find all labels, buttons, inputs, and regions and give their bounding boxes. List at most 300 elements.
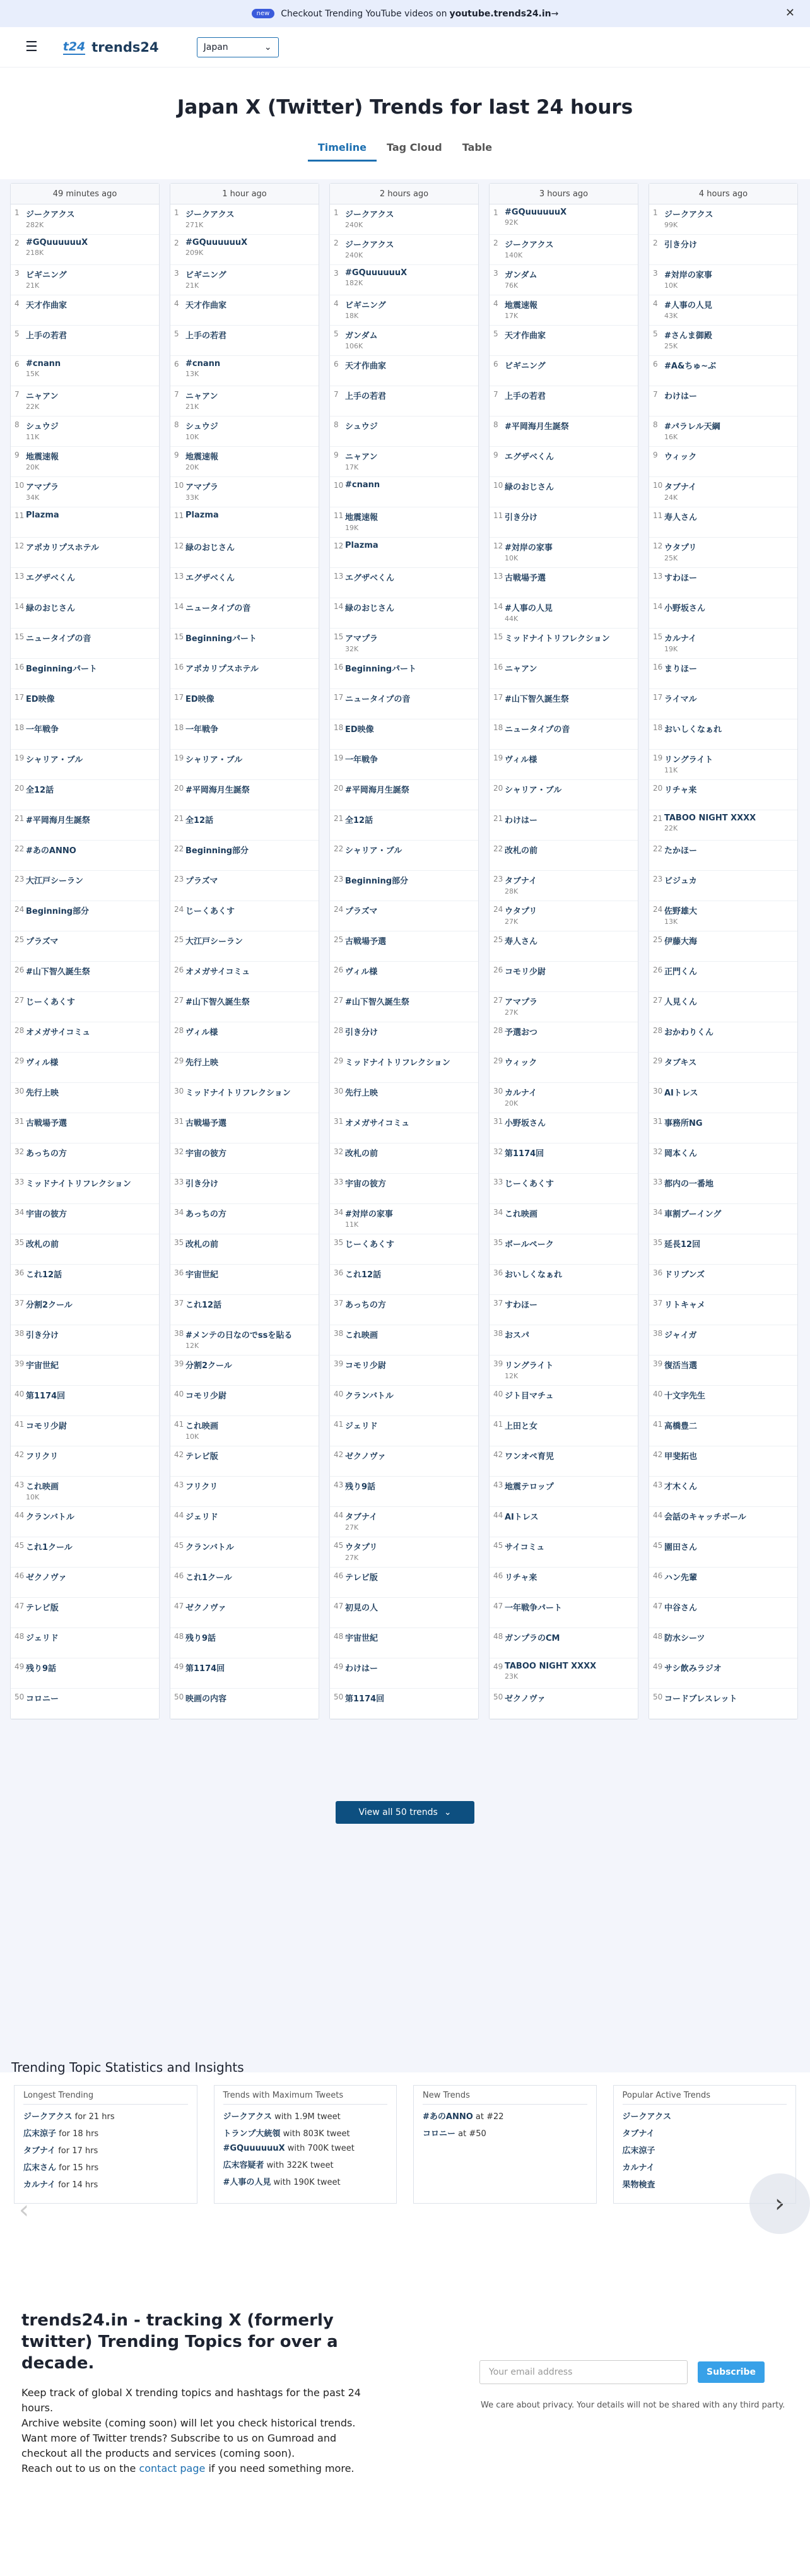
trend-name[interactable]: ゼクノヴァ	[185, 1604, 226, 1613]
trend-name[interactable]: 会話のキャッチボール	[664, 1513, 746, 1522]
trend-name[interactable]: これ映画 10K	[26, 1482, 59, 1501]
trend-name[interactable]: ニュータイプの音	[505, 725, 570, 735]
stats-trend-link[interactable]: ジークアクス	[223, 2112, 272, 2122]
column-time: 49 minutes ago	[11, 184, 159, 204]
trend-name[interactable]: 改札の前	[26, 1240, 59, 1250]
stats-trend-link[interactable]: カルナイ	[622, 2163, 655, 2173]
trend-name[interactable]: 初見の人	[345, 1604, 379, 1613]
trend-name[interactable]: おスパ	[505, 1331, 530, 1340]
trend-name[interactable]: これ12話	[26, 1270, 62, 1280]
trend-name[interactable]: #山下智久誕生祭	[26, 967, 90, 977]
trend-name[interactable]: Beginning部分	[345, 877, 409, 886]
trend-name[interactable]: ヴィル様	[185, 1028, 218, 1037]
trend-name[interactable]: 残り9話	[26, 1664, 57, 1674]
trend-name[interactable]: アポカリプスホテル	[26, 543, 99, 553]
trend-name[interactable]: シャリア・ブル	[505, 786, 562, 795]
close-icon[interactable]: ✕	[785, 6, 795, 20]
menu-icon[interactable]: ☰	[25, 39, 38, 55]
trend-name[interactable]: 甲斐拓也	[664, 1452, 698, 1462]
trend-name[interactable]: フリクリ	[26, 1452, 59, 1462]
trend-name[interactable]: あっちの方	[26, 1149, 67, 1159]
trend-name[interactable]: 緑のおじさん	[505, 483, 555, 492]
trend-name[interactable]: 防水シーツ	[664, 1634, 705, 1643]
trend-name[interactable]: シャリア・ブル	[26, 755, 83, 765]
trend-name[interactable]: オメガサイコミュ	[185, 967, 250, 977]
trend-name[interactable]: これ12話	[345, 1270, 382, 1280]
trend-name[interactable]: アポカリプスホテル	[185, 665, 259, 674]
trend-name[interactable]: 天才作曲家	[505, 331, 546, 341]
trend-name[interactable]: ビギニング 21K	[26, 271, 67, 290]
trend-name[interactable]: #さんま御殿 25K	[664, 331, 712, 350]
trend-name[interactable]: #平岡海月生誕祭	[505, 422, 569, 432]
stats-trend-link[interactable]: コロニー	[423, 2129, 456, 2139]
trend-name[interactable]: コードブレスレット	[664, 1694, 737, 1704]
trend-name[interactable]: #GQuuuuuuX 209K	[185, 238, 248, 257]
trend-name[interactable]: ビギニング	[505, 362, 546, 371]
trend-name[interactable]: たかほー	[664, 846, 698, 856]
trend-name[interactable]: これ1クール	[26, 1543, 73, 1552]
trend-name[interactable]: #GQuuuuuuX 182K	[345, 268, 408, 287]
trend-name[interactable]: 全12話	[345, 816, 373, 825]
trend-name[interactable]: 引き分け	[26, 1331, 59, 1340]
trend-name[interactable]: 都内の一番地	[664, 1179, 714, 1189]
trend-name[interactable]: AIトレス	[664, 1089, 698, 1098]
stats-trend-link[interactable]: トランプ大統領	[223, 2129, 281, 2139]
trend-name[interactable]: ウィック	[664, 452, 697, 462]
trend-name[interactable]: ゼクノヴァ	[26, 1573, 67, 1583]
trend-name[interactable]: リングライト 12K	[505, 1361, 554, 1380]
trend-name[interactable]: ヴィル様	[345, 967, 378, 977]
trend-name[interactable]: 引き分け	[664, 240, 698, 250]
email-input[interactable]: Your email address	[479, 2360, 688, 2384]
trend-name[interactable]: AIトレス	[505, 1513, 539, 1522]
trend-name[interactable]: 宇宙世紀	[345, 1634, 379, 1643]
trend-name[interactable]: 緑のおじさん	[345, 604, 395, 613]
stats-trend-link[interactable]: 広末容疑者	[223, 2161, 264, 2170]
trend-name[interactable]: すわほー	[664, 574, 698, 583]
trend-name[interactable]: #あのANNO	[26, 846, 76, 856]
trend-name[interactable]: TABOO NIGHT XXXX 23K	[505, 1662, 597, 1681]
trend-name[interactable]: サシ飲みラジオ	[664, 1664, 722, 1674]
trend-name[interactable]: クランバトル	[26, 1513, 74, 1522]
trend-name[interactable]: 映画の内容	[185, 1694, 227, 1704]
trend-rank: 15	[653, 632, 663, 641]
trend-name[interactable]: カルナイ 20K	[505, 1089, 537, 1108]
trend-name[interactable]: フリクリ	[185, 1482, 218, 1492]
trend-name[interactable]: 全12話	[26, 786, 54, 795]
trend-name[interactable]: 一年戦争	[345, 755, 379, 765]
trend-name[interactable]: 復活当選	[664, 1361, 698, 1371]
trend-name[interactable]: エグザベくん	[505, 452, 555, 462]
trend-name[interactable]: ミッドナイトリフレクション	[26, 1179, 131, 1189]
trend-name[interactable]: 延長12回	[664, 1240, 701, 1250]
trend-name[interactable]: 宇宙の彼方	[26, 1210, 68, 1219]
trend-name[interactable]: リチャ来	[505, 1573, 537, 1583]
trend-name[interactable]: 岡本くん	[664, 1149, 698, 1159]
logo[interactable]	[63, 40, 159, 55]
stats-trend-link[interactable]: #人事の人見	[223, 2178, 271, 2187]
trend-name[interactable]: ジェリド	[26, 1634, 59, 1643]
trend-name[interactable]: わけはー	[505, 816, 538, 825]
trend-name[interactable]: 改札の前	[505, 846, 538, 856]
trend-name[interactable]: テレビ版	[185, 1452, 218, 1462]
trend-rank: 18	[174, 723, 184, 732]
trend-name[interactable]: 大江戸シーラン	[185, 937, 244, 947]
trend-name[interactable]: 緑のおじさん	[185, 543, 235, 553]
trend-name[interactable]: じーくあくす	[26, 998, 76, 1007]
trend-name[interactable]: ニャアン 22K	[26, 392, 59, 411]
trend-name[interactable]: タブナイ 28K	[505, 877, 537, 895]
trend-name[interactable]: ヴィル様	[505, 755, 537, 765]
scroll-right-icon[interactable]: ›	[749, 2173, 810, 2234]
trend-name[interactable]: 残り9話	[185, 1634, 216, 1643]
trend-name[interactable]: おかわりくん	[664, 1028, 714, 1037]
banner-link[interactable]: youtube.trends24.in	[449, 8, 551, 19]
trend-name[interactable]: 上手の若君	[505, 392, 546, 401]
trend-name[interactable]: ハン先輩	[664, 1573, 698, 1583]
trend-name[interactable]: わけはー	[345, 1664, 379, 1674]
trend-rank: 18	[15, 723, 25, 732]
trend-name[interactable]: 分割2クール	[185, 1361, 232, 1371]
trend-name[interactable]: わけはー	[664, 392, 698, 401]
trend-name[interactable]: ED映像	[26, 695, 55, 704]
trend-name[interactable]: 小野坂さん	[664, 604, 706, 613]
trend-name[interactable]: 地震速報 20K	[185, 452, 219, 471]
trend-name[interactable]: 古戦場予選	[345, 937, 387, 947]
trend-name[interactable]: シュウジ 11K	[26, 422, 59, 441]
trend-name[interactable]: 古戦場予選	[26, 1119, 68, 1128]
trend-item	[170, 417, 319, 447]
trend-name[interactable]: 改札の前	[185, 1240, 219, 1250]
trend-name[interactable]: じーくあくす	[345, 1240, 395, 1250]
stats-trend-link[interactable]: ジークアクス	[23, 2112, 73, 2122]
trend-name[interactable]: じーくあくす	[505, 1179, 555, 1189]
trend-name[interactable]: Beginningパート	[345, 665, 417, 674]
trend-name[interactable]: コモリ少尉	[185, 1391, 227, 1401]
trend-name[interactable]: 小野坂さん	[505, 1119, 546, 1128]
trend-name[interactable]: プラズマ	[26, 937, 59, 947]
trend-name[interactable]: クランバトル	[185, 1543, 234, 1552]
new-badge: new	[252, 9, 275, 18]
trend-name[interactable]: TABOO NIGHT XXXX 22K	[664, 813, 756, 832]
trend-name[interactable]: アマプラ 33K	[185, 483, 219, 502]
trend-name[interactable]: ゼクノヴァ	[505, 1694, 546, 1704]
trend-name[interactable]: 第1174回	[185, 1664, 225, 1674]
trend-name[interactable]: 宇宙の彼方	[185, 1149, 227, 1159]
trend-name[interactable]: Plazma	[26, 511, 59, 520]
trend-name[interactable]: 上田と女	[505, 1422, 538, 1431]
trend-name[interactable]: 宇宙世紀	[26, 1361, 59, 1371]
trend-name[interactable]: ミッドナイトリフレクション	[505, 634, 610, 644]
trend-name[interactable]: 伊藤大海	[664, 937, 698, 947]
trend-name[interactable]: 地震速報 20K	[26, 452, 59, 471]
trend-name[interactable]: #A&ちゅ~ぶ	[664, 362, 717, 371]
trend-item	[11, 598, 159, 629]
trend-name[interactable]: 先行上映	[185, 1058, 219, 1068]
trend-item	[649, 659, 797, 689]
trend-name[interactable]: 残り9話	[345, 1482, 376, 1492]
trend-name[interactable]: ミッドナイトリフレクション	[345, 1058, 450, 1068]
trend-name[interactable]: クランバトル	[345, 1391, 394, 1401]
trend-name[interactable]: エグザベくん	[185, 574, 235, 583]
trend-name[interactable]: シュウジ	[345, 422, 378, 432]
trend-name[interactable]: テレビ版	[26, 1604, 59, 1613]
trend-name[interactable]: これ映画	[345, 1331, 379, 1340]
trend-name[interactable]: 第1174回	[345, 1694, 385, 1704]
trend-name[interactable]: ガンダム 106K	[345, 331, 378, 350]
trend-name[interactable]: ジト目マチュ	[505, 1391, 554, 1401]
trend-name[interactable]: ドリブンズ	[664, 1270, 705, 1280]
trend-name[interactable]: 寿人さん	[505, 937, 538, 947]
trend-name[interactable]: ビギニング 18K	[345, 301, 386, 320]
trend-name[interactable]: #メンテの日なのでssを貼る 12K	[185, 1331, 293, 1350]
trend-name[interactable]: ジークアクス 240K	[345, 210, 394, 229]
trend-name[interactable]: 先行上映	[26, 1089, 59, 1098]
trend-name[interactable]: ビギニング 21K	[185, 271, 226, 290]
trend-name[interactable]: ガンプラのCM	[505, 1634, 560, 1643]
trend-item	[330, 447, 478, 477]
trend-name[interactable]: Beginning部分	[185, 846, 249, 856]
trend-name[interactable]: 上手の若君	[185, 331, 227, 341]
trend-name[interactable]: Beginning部分	[26, 907, 90, 916]
trend-name[interactable]: シャリア・ブル	[345, 846, 402, 856]
trend-name[interactable]: ヴィル様	[26, 1058, 59, 1068]
trend-name[interactable]: すわほー	[505, 1301, 538, 1310]
trend-name[interactable]: #cnann 15K	[26, 359, 61, 378]
trend-name[interactable]: シャリア・ブル	[185, 755, 243, 765]
trend-name[interactable]: エグザベくん	[345, 574, 395, 583]
trend-name[interactable]: 車割ブーイング	[664, 1210, 722, 1219]
trend-name[interactable]: ゼクノヴァ	[345, 1452, 386, 1462]
trend-name[interactable]: コモリ少尉	[505, 967, 546, 977]
trend-name[interactable]: ボールペーク	[505, 1240, 554, 1250]
trend-name[interactable]: #対岸の家事 11K	[345, 1210, 393, 1229]
stats-trend-link[interactable]: タブナイ	[622, 2129, 655, 2139]
trend-name[interactable]: 地震テロップ	[505, 1482, 554, 1492]
trend-name[interactable]: ニャアン 17K	[345, 452, 378, 471]
trend-name[interactable]: #山下智久誕生祭	[185, 998, 250, 1007]
trend-name[interactable]: 第1174回	[505, 1149, 544, 1159]
trend-name[interactable]: #平岡海月生誕祭	[345, 786, 409, 795]
trend-name[interactable]: 改札の前	[345, 1149, 379, 1159]
trend-name[interactable]: オメガサイコミュ	[345, 1119, 410, 1128]
trend-name[interactable]: Plazma	[185, 511, 219, 520]
trend-name[interactable]: 事務所NG	[664, 1119, 703, 1128]
trend-name[interactable]: エグザベくん	[26, 574, 76, 583]
trend-name[interactable]: 十文字先生	[664, 1391, 706, 1401]
trend-name[interactable]: ED映像	[345, 725, 374, 735]
trend-rank: 40	[15, 1390, 25, 1398]
trend-name[interactable]: あっちの方	[185, 1210, 226, 1219]
trend-name[interactable]: じーくあくす	[185, 907, 235, 916]
trend-name[interactable]: 上手の若君	[345, 392, 387, 401]
trend-name[interactable]: 引き分け	[185, 1179, 219, 1189]
trend-name[interactable]: 宇宙世紀	[185, 1270, 219, 1280]
stats-trend-link[interactable]: 広末さん	[23, 2163, 57, 2173]
tab-table[interactable]: Table	[462, 141, 493, 153]
trend-name[interactable]: これ12話	[185, 1301, 222, 1310]
trend-name[interactable]: #GQuuuuuuX 92K	[505, 208, 567, 227]
trend-name[interactable]: ニュータイプの音	[185, 604, 251, 613]
trend-rank: 10	[653, 481, 663, 490]
trend-name[interactable]: タブキス	[664, 1058, 697, 1068]
trend-name[interactable]: 天才作曲家	[345, 362, 387, 371]
trend-name[interactable]: #対岸の家事 10K	[505, 543, 553, 562]
trend-name[interactable]: アマプラ 34K	[26, 483, 59, 502]
stats-trend-link[interactable]: カルナイ	[23, 2180, 56, 2190]
scroll-left-icon[interactable]: ‹	[19, 2195, 29, 2224]
trend-name[interactable]: プラズマ	[185, 877, 218, 886]
stats-trend-link[interactable]: ジークアクス	[622, 2112, 671, 2122]
trend-name[interactable]: 正門くん	[664, 967, 698, 977]
trend-name[interactable]: アマプラ 32K	[345, 634, 379, 653]
stats-trend-link[interactable]: 広末涼子	[622, 2146, 655, 2156]
trend-name[interactable]: 寿人さん	[664, 513, 698, 523]
trend-name[interactable]: #cnann	[345, 480, 380, 490]
trend-name[interactable]: コモリ少尉	[26, 1422, 68, 1431]
trend-name[interactable]: #平岡海月生誕祭	[26, 816, 90, 825]
trend-item	[490, 235, 638, 265]
trend-name[interactable]: おいしくなぁれ	[505, 1270, 563, 1280]
trend-name[interactable]: 一年戦争	[26, 725, 59, 735]
trend-name[interactable]: あっちの方	[345, 1301, 386, 1310]
trend-name[interactable]: アマプラ 27K	[505, 998, 538, 1017]
trend-name[interactable]: リングライト 11K	[664, 755, 713, 774]
trend-name[interactable]: 地震速報 17K	[505, 301, 538, 320]
trend-name[interactable]: ニュータイプの音	[26, 634, 91, 644]
trend-name[interactable]: 才木くん	[664, 1482, 698, 1492]
trend-name[interactable]: ウタプリ 27K	[345, 1543, 378, 1562]
trend-name[interactable]: #平岡海月生誕祭	[185, 786, 250, 795]
tab-tag-cloud[interactable]: Tag Cloud	[386, 141, 442, 153]
trend-name[interactable]: これ1クール	[185, 1573, 232, 1583]
trend-name[interactable]: テレビ版	[345, 1573, 378, 1583]
trend-name[interactable]: コモリ少尉	[345, 1361, 387, 1371]
trend-name[interactable]: ED映像	[185, 695, 214, 704]
trend-name[interactable]: 宇宙の彼方	[345, 1179, 387, 1189]
trend-name[interactable]: サイコミュ	[505, 1543, 545, 1552]
trend-name[interactable]: #パラレル天綱 16K	[664, 422, 720, 441]
trend-name[interactable]: ウィック	[505, 1058, 537, 1068]
trend-rank: 24	[174, 905, 184, 914]
trend-name[interactable]: ライマル	[664, 695, 697, 704]
trend-item	[649, 1204, 797, 1234]
trend-name[interactable]: タブナイ 24K	[664, 483, 697, 502]
trend-name[interactable]: 天才作曲家	[26, 301, 68, 310]
trend-name[interactable]: 一年戦争パート	[505, 1604, 563, 1613]
trend-name[interactable]: まりほー	[664, 665, 698, 674]
trend-name[interactable]: おいしくなぁれ	[664, 725, 722, 735]
trend-name[interactable]: 分割2クール	[26, 1301, 73, 1310]
trend-name[interactable]: 先行上映	[345, 1089, 379, 1098]
trend-name[interactable]: ジークアクス 271K	[185, 210, 235, 229]
trend-name[interactable]: #GQuuuuuuX 218K	[26, 238, 88, 257]
trend-name[interactable]: これ映画 10K	[185, 1422, 219, 1441]
trend-name[interactable]: #山下智久誕生祭	[505, 695, 569, 704]
trend-rank: 42	[493, 1450, 503, 1459]
trend-name[interactable]: 引き分け	[505, 513, 538, 523]
trend-name[interactable]: ニャアン 21K	[185, 392, 218, 411]
trend-name[interactable]: ニュータイプの音	[345, 695, 411, 704]
trend-name[interactable]: リトキャメ	[664, 1301, 706, 1310]
trend-name[interactable]: 人見くん	[664, 998, 698, 1007]
trend-item	[170, 931, 319, 962]
stats-trend-link[interactable]: #あのANNO	[423, 2112, 473, 2122]
trend-name[interactable]: ジェリド	[345, 1422, 378, 1431]
trend-name[interactable]: 一年戦争	[185, 725, 219, 735]
trend-name[interactable]: 地震速報 19K	[345, 513, 379, 532]
trend-name[interactable]: Beginningパート	[185, 634, 257, 644]
trend-name[interactable]: 高橋豊二	[664, 1422, 698, 1431]
trend-name[interactable]: タブナイ 27K	[345, 1513, 378, 1532]
trend-item	[490, 326, 638, 356]
trend-name[interactable]: 古戦場予選	[505, 574, 546, 583]
trend-name[interactable]: プラズマ	[345, 907, 378, 916]
trend-name[interactable]: オメガサイコミュ	[26, 1028, 91, 1037]
trend-name[interactable]: Beginningパート	[26, 665, 98, 674]
tweet-count: 20K	[505, 1099, 519, 1108]
trend-name[interactable]: ジークアクス 240K	[345, 240, 394, 259]
trend-name[interactable]: 佐野雄大 13K	[664, 907, 698, 926]
tab-timeline[interactable]: Timeline	[308, 138, 377, 162]
trend-name[interactable]: 大江戸シーラン	[26, 877, 84, 886]
trend-rank: 29	[174, 1056, 184, 1065]
trend-name[interactable]: 園田さん	[664, 1543, 698, 1552]
trend-name[interactable]: 上手の若君	[26, 331, 68, 341]
stats-trend-link[interactable]: 広末涼子	[23, 2129, 57, 2139]
trend-name[interactable]: カルナイ 19K	[664, 634, 697, 653]
trend-name[interactable]: ニャアン	[505, 665, 537, 674]
trend-name[interactable]: 引き分け	[345, 1028, 379, 1037]
trend-name[interactable]: ジークアクス 140K	[505, 240, 554, 259]
subscribe-button[interactable]: Subscribe	[698, 2361, 765, 2383]
trend-name[interactable]: Plazma	[345, 541, 379, 550]
trend-name[interactable]: 緑のおじさん	[26, 604, 76, 613]
contact-link[interactable]: contact page	[139, 2462, 206, 2474]
trend-name[interactable]: 中谷さん	[664, 1604, 698, 1613]
stats-trend-link[interactable]: #GQuuuuuuX	[223, 2144, 285, 2153]
trend-name[interactable]: ウタプリ 27K	[505, 907, 537, 926]
trend-name[interactable]: ジェリド	[185, 1513, 218, 1522]
trend-name[interactable]: シュウジ 10K	[185, 422, 218, 441]
trend-name[interactable]: #人事の人見 43K	[664, 301, 712, 320]
trend-name[interactable]: #人事の人見 44K	[505, 604, 553, 623]
trend-name[interactable]: これ映画	[505, 1210, 538, 1219]
stats-trend-link[interactable]: 果物検査	[622, 2180, 655, 2190]
trend-name[interactable]: #cnann 13K	[185, 359, 221, 378]
trend-name[interactable]: リチャ来	[664, 786, 697, 795]
trend-name[interactable]: 古戦場予選	[185, 1119, 227, 1128]
trend-name[interactable]: 予選おつ	[505, 1028, 537, 1037]
trend-name[interactable]: ジークアクス 99K	[664, 210, 713, 229]
trend-name[interactable]: ジークアクス 282K	[26, 210, 75, 229]
stats-trend-link[interactable]: タブナイ	[23, 2146, 56, 2156]
trend-name[interactable]: #対岸の家事 10K	[664, 271, 712, 290]
view-all-button[interactable]	[336, 1801, 474, 1824]
trend-name[interactable]: #山下智久誕生祭	[345, 998, 409, 1007]
country-select[interactable]	[197, 37, 279, 57]
trend-name[interactable]: コロニー	[26, 1694, 59, 1704]
trend-name[interactable]: ジャイガ	[664, 1331, 697, 1340]
trend-name[interactable]: 全12話	[185, 816, 214, 825]
trend-name[interactable]: ミッドナイトリフレクション	[185, 1089, 291, 1098]
trend-name[interactable]: ウタプリ 25K	[664, 543, 697, 562]
trend-name[interactable]: ガンダム 76K	[505, 271, 537, 290]
trend-name[interactable]: ビジュカ	[664, 877, 697, 886]
trend-name[interactable]: 天才作曲家	[185, 301, 227, 310]
trend-name[interactable]: 第1174回	[26, 1391, 66, 1401]
trend-name[interactable]: ワンオペ育児	[505, 1452, 555, 1462]
